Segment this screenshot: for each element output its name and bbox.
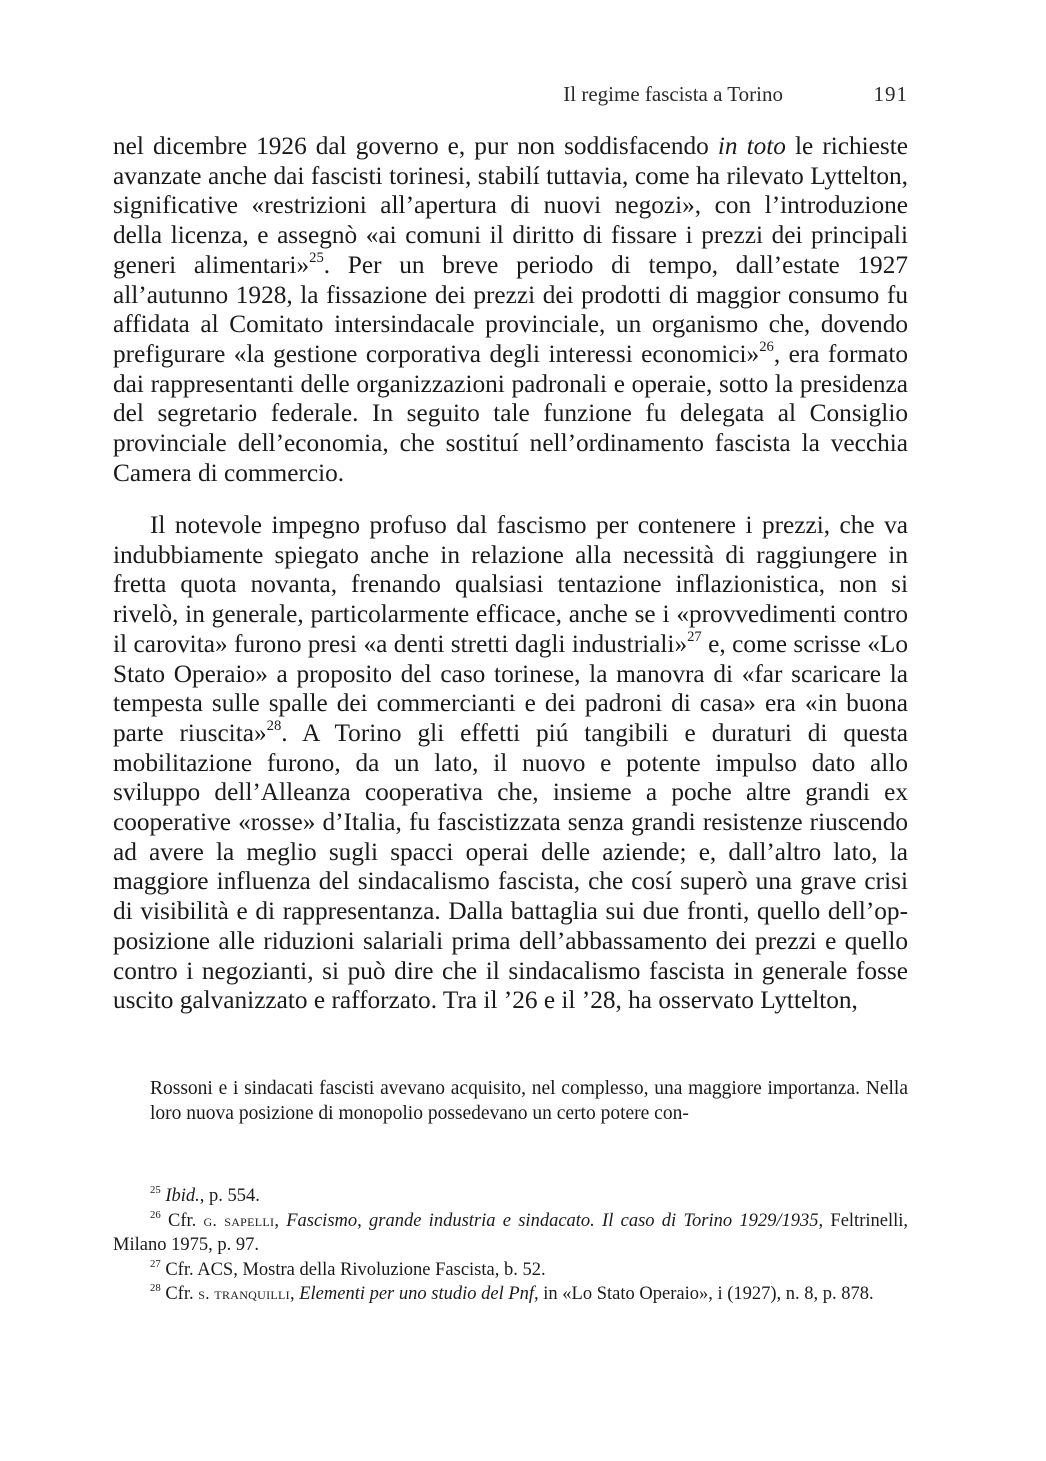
- text-run: le richieste avanzate anche dai fascisti torinesi, stabilí tuttavia, come ha rilevato Lyttelton, significative «restrizioni all’apertura di nuovi negozi», con l’introduzione della licenza, e assegnò «ai comuni il diritto di fissare i prezzi dei principali generi alimentari»: [113, 132, 909, 279]
- footnote-27: [113, 1258, 908, 1283]
- page-number: 191: [873, 82, 908, 106]
- text-run: Il notevole impegno profuso dal fascismo per contenere i prezzi, che va indubbiamente spiegato anche in relazione alla necessità di raggiungere in fretta quota novanta, frenando qualsiasi tentazione inflazionistica, non si rivelò, in generale, particolarmente efficace, anche se i «provvedimenti contro il carovita» furono presi «a denti stretti dagli industriali»: [113, 511, 908, 658]
- footnote-number: 27: [150, 1257, 161, 1270]
- footnote-text: Cfr. ACS, Mostra della Rivoluzione Fascista, b. 52.: [160, 1259, 546, 1280]
- quote-text: Rossoni e i sindacati fascisti avevano acquisito, nel complesso, una maggiore importanza. Nella loro nuova posizione di monopolio possedevano un certo potere con-: [150, 1078, 908, 1124]
- footnote-title: Fascismo, grande industria e sindacato. Il caso di Torino 1929/1935: [286, 1210, 819, 1231]
- running-header: [113, 82, 908, 112]
- footnote-text: , in «Lo Stato Operaio», i (1927), n. 8, p. 878.: [534, 1284, 874, 1304]
- text-run: . Per un breve periodo di tempo, dall’estate 1927 all’autunno 1928, la fissazione dei prezzi dei prodotti di maggior consumo fu affidata al Comitato intersindacale provinciale, un organismo che, dovendo prefigurare «la gestione corporativa degli interessi economici»: [113, 250, 908, 368]
- footnote-ref-26[interactable]: 26: [759, 338, 774, 355]
- text-run: e, come scrisse «Lo Stato Operaio» a proposito del caso torinese, la manovra di «far scaricare la tempesta sulle spalle dei commercianti e dei padroni di casa» era «in buona parte riuscita»: [113, 629, 908, 747]
- footnote-text: , Feltrinelli, Milano 1975, p. 97.: [113, 1210, 909, 1255]
- footnote-number: 28: [150, 1281, 161, 1294]
- footnote-text: , p. 554.: [199, 1186, 260, 1206]
- footnote-author: g. sapelli: [203, 1210, 275, 1230]
- text-run: , era formato dai rappresentanti delle organizzazioni padronali e operaie, sotto la presidenza del segretario federale. In seguito tale funzione fu delegata al Consiglio provinciale dell’economia, che sostituí nell’ordinamento fascista la vecchia Camera di commercio.: [113, 339, 908, 487]
- text-run: nel dicembre 1926 dal governo e, pur non soddisfacendo: [113, 132, 718, 160]
- footnote-ref-27[interactable]: 27: [687, 628, 702, 645]
- footnote-author: s. tranquilli: [198, 1284, 290, 1303]
- footnote-text: Cfr.: [160, 1210, 204, 1231]
- body-paragraph-1: [113, 132, 908, 488]
- block-quote: [150, 1076, 908, 1126]
- footnote-ref-25[interactable]: 25: [309, 249, 324, 266]
- footnote-ref-28[interactable]: 28: [266, 717, 282, 734]
- footnote-25: [113, 1184, 908, 1209]
- footnote-28: $^{28}$ Cfr. s. tranquilli, Elementi per uno studio del Pnf, in «Lo Stato Operaio», i (1927), n. 8, p. 878.: [150, 1281, 874, 1304]
- footnote-number: 26: [150, 1208, 161, 1221]
- footnote-number: 25: [150, 1183, 161, 1196]
- body-paragraph-2: [113, 511, 908, 1016]
- footnote-title: Ibid.: [165, 1186, 200, 1206]
- footnote-title: Elementi per uno studio del Pnf: [299, 1284, 535, 1304]
- italic-run: in toto: [717, 132, 786, 160]
- footnote-26: $^{26}$ Cfr. g. sapelli, Fascismo, grande industria e sindacato. Il caso di Torino 1929/1935, Feltrinelli, Milano 1975, p. 97.: [113, 1208, 909, 1255]
- text-run: . A Torino gli effetti piú tangibili e duraturi di questa mobilitazione furono, da un lato, il nuovo e potente impulso dato allo sviluppo dell’Alleanza cooperativa che, insieme a poche altre grandi ex cooperative «rosse» d’Italia, fu fascistizzata senza grandi resistenze riuscendo ad avere la meglio sugli spacci operai delle aziende; e, dall’altro lato, la maggiore influenza del sindacalismo fascista, che cosí superò una grave crisi di visibilità e di rappresentanza. Dalla battaglia sui due fronti, quello dell’opposizione alle riduzioni salariali prima dell’abbassamento dei prezzi e quello contro i negozianti, si può dire che il sindacalismo fascista in generale fosse uscito galvanizzato e rafforzato. Tra il ’26 e il ’28, ha osservato Lyttelton,: [113, 718, 908, 1015]
- footnote-text: Cfr.: [160, 1284, 199, 1304]
- running-title: Il regime fascista a Torino: [563, 82, 783, 106]
- footnotes: [113, 1184, 908, 1307]
